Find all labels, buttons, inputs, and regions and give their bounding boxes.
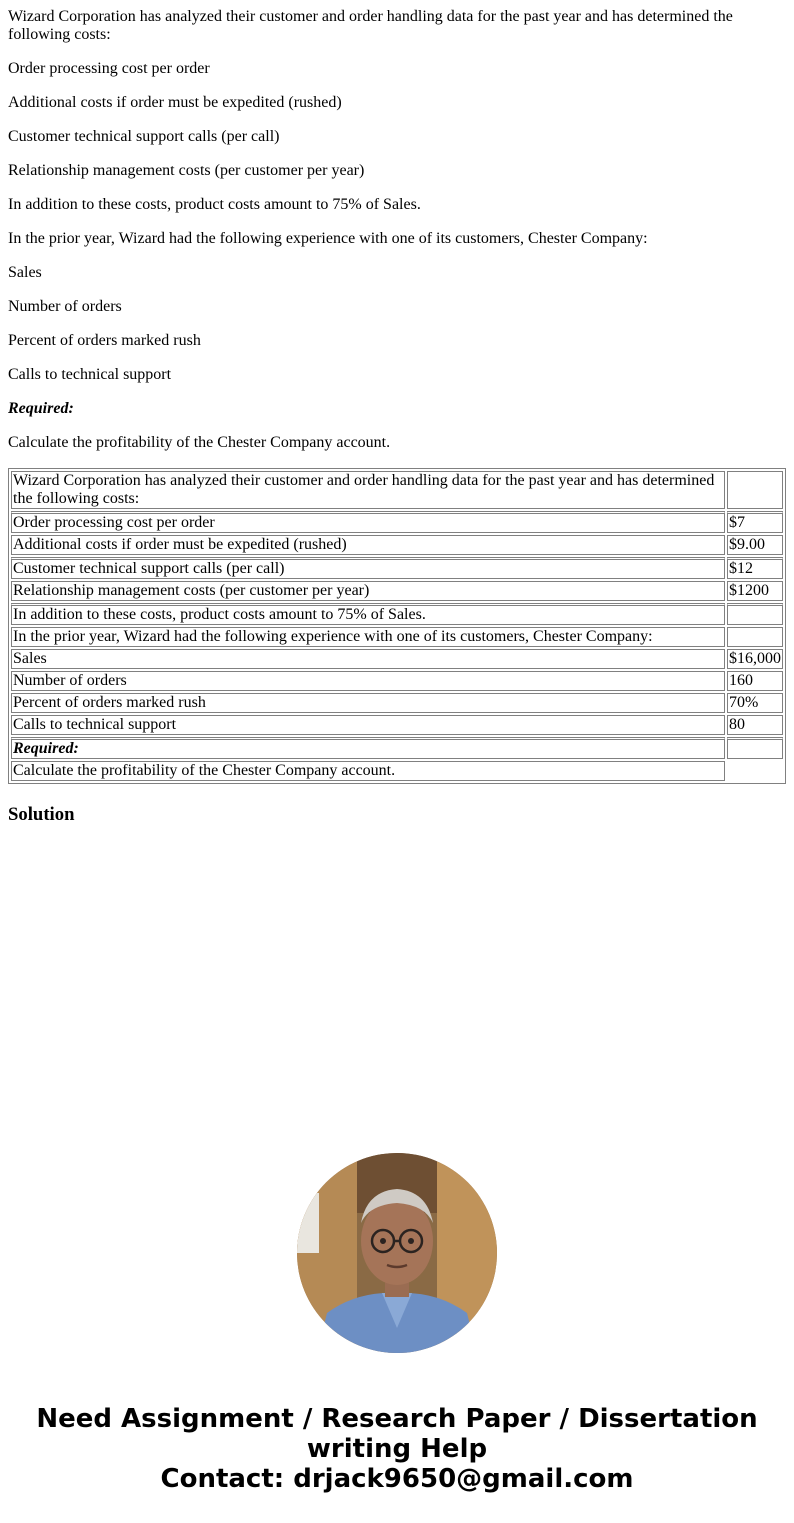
row-value: 160 [727, 671, 783, 691]
intro-line: In addition to these costs, product costs amount to 75% of Sales. [8, 196, 421, 213]
row-label: Sales [11, 649, 725, 669]
table-row [11, 581, 783, 601]
intro-line: Additional costs if order must be expedited (rushed) [8, 94, 342, 111]
row-value [727, 471, 783, 509]
table-row [11, 761, 783, 781]
table-row [11, 627, 783, 647]
footer-line: writing Help [306, 1434, 488, 1464]
promo-footer [0, 1404, 794, 1494]
row-value [727, 737, 783, 759]
row-value [727, 627, 783, 647]
row-value: 70% [727, 693, 783, 713]
table-row [11, 535, 783, 555]
row-label: In the prior year, Wizard had the following experience with one of its customers, Chester Company: [11, 627, 725, 647]
intro-line: Calculate the profitability of the Chester Company account. [8, 434, 391, 451]
row-value [727, 603, 783, 625]
solution-heading: Solution [8, 804, 75, 825]
footer-line: Need Assignment / Research Paper / Dissertation [36, 1404, 758, 1434]
row-value: $7 [727, 511, 783, 533]
table-row [11, 603, 783, 625]
table-row [11, 557, 783, 579]
row-value: 80 [727, 715, 783, 735]
table-row [11, 737, 783, 759]
intro-line: Sales [8, 264, 42, 281]
row-value: $16,000 [729, 650, 781, 667]
row-value: $9.00 [727, 535, 783, 555]
intro-line: In the prior year, Wizard had the following experience with one of its customers, Chester Company: [8, 230, 648, 247]
table-row [11, 511, 783, 533]
table-row [11, 471, 783, 509]
intro-line: Calls to technical support [8, 366, 172, 383]
intro-line: Order processing cost per order [8, 60, 210, 77]
intro-paragraph: Wizard Corporation has analyzed their customer and order handling data for the past year and has determined the following costs: [8, 8, 733, 43]
row-label: Number of orders [11, 671, 725, 691]
intro-line: Relationship management costs (per customer per year) [8, 162, 365, 179]
required-heading: Required: [8, 400, 74, 417]
row-label: Calculate the profitability of the Chester Company account. [11, 761, 725, 781]
row-value: $12 [727, 557, 783, 579]
row-label: Calls to technical support [11, 715, 725, 735]
intro-line: Number of orders [8, 298, 122, 315]
table-row [11, 671, 783, 691]
row-label: Order processing cost per order [11, 511, 725, 533]
table-row [11, 715, 783, 735]
row-label-required: Required: [11, 737, 725, 759]
table-row [11, 693, 783, 713]
intro-line: Percent of orders marked rush [8, 332, 201, 349]
footer-contact: Contact: drjack9650@gmail.com [160, 1464, 634, 1494]
intro-line: Customer technical support calls (per call) [8, 128, 280, 145]
row-value [727, 761, 783, 781]
author-photo [297, 1153, 497, 1353]
row-value: $1200 [727, 581, 783, 601]
question-table [8, 468, 786, 784]
row-label: Additional costs if order must be expedited (rushed) [11, 535, 725, 555]
portrait-image [297, 1153, 497, 1353]
row-label: In addition to these costs, product costs amount to 75% of Sales. [11, 603, 725, 625]
row-label: Wizard Corporation has analyzed their customer and order handling data for the past year and has determined the following costs: [11, 471, 725, 509]
table-row [11, 649, 783, 669]
row-label: Relationship management costs (per customer per year) [11, 581, 725, 601]
row-label: Customer technical support calls (per call) [11, 557, 725, 579]
row-label: Percent of orders marked rush [11, 693, 725, 713]
